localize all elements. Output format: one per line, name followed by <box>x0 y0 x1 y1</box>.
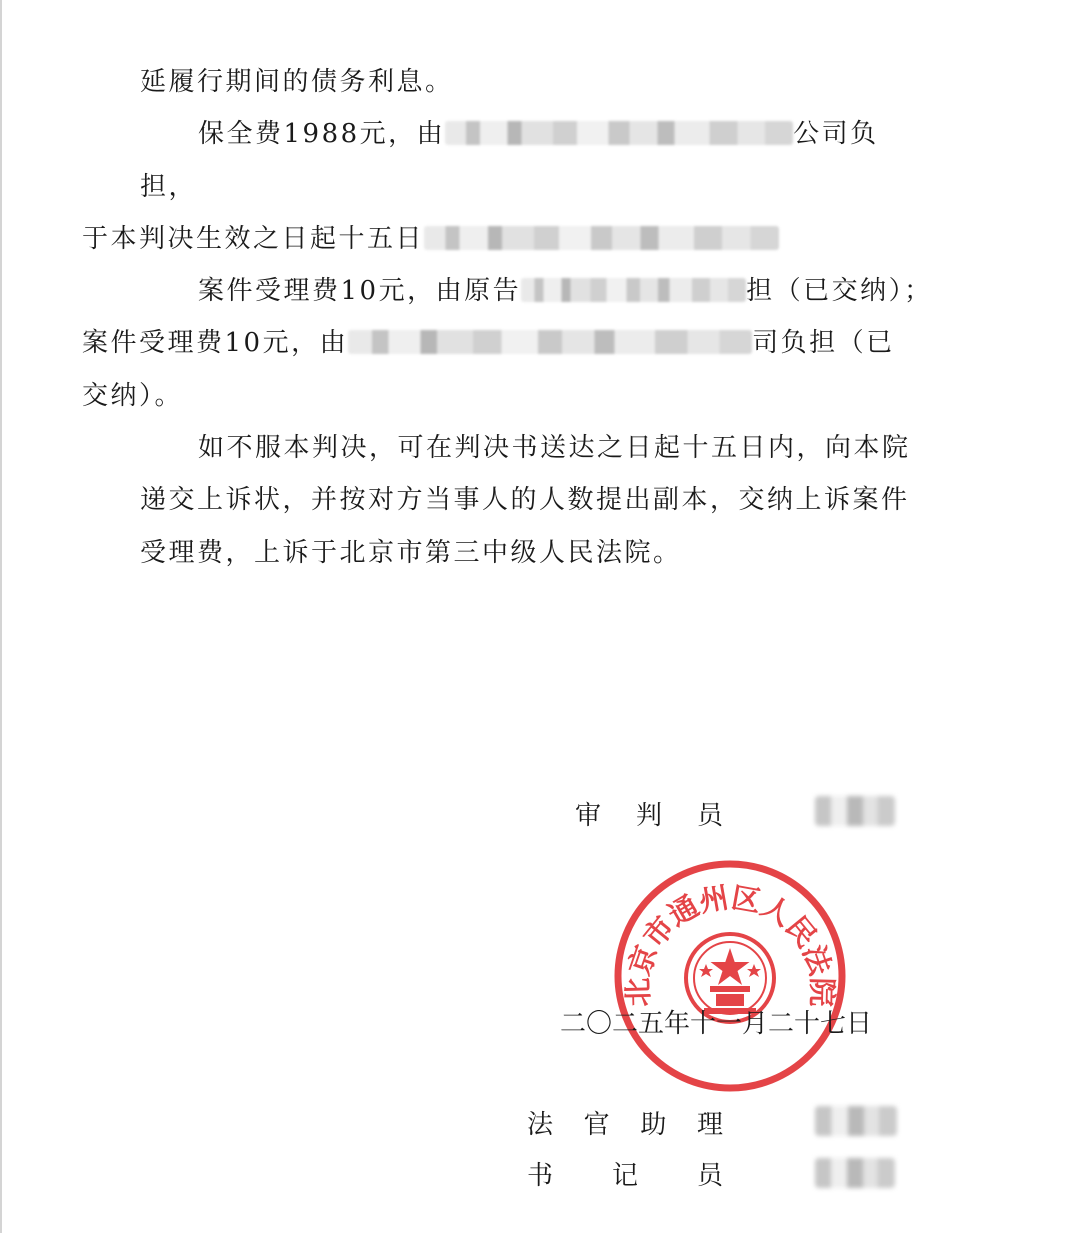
case-fee-burden-text: 司负担（已 <box>752 328 895 359</box>
clerk-label <box>527 1155 723 1192</box>
paragraph-case-fee <box>82 265 933 422</box>
redacted-judge-name <box>815 796 895 826</box>
case-fee-defendant-text: 案件受理费10元，由 <box>82 328 349 359</box>
paragraph-interest <box>140 56 933 108</box>
redacted-defendant-name <box>348 330 752 354</box>
paragraph-preservation-fee <box>82 108 933 265</box>
judge-assistant-label <box>527 1104 723 1141</box>
case-fee-plaintiff-text: 案件受理费10元，由原告 <box>198 276 522 307</box>
seal-text: 北京市通州区人民法院 <box>620 880 840 1008</box>
redacted-plaintiff-name <box>521 278 746 302</box>
redacted-party-name <box>445 121 793 145</box>
redacted-clerk-name <box>815 1158 895 1188</box>
judgment-body <box>82 56 933 579</box>
case-fee-paid-text: 担（已交纳）； <box>746 276 933 307</box>
judgment-date <box>560 1003 872 1040</box>
court-seal <box>612 858 848 1094</box>
court-seal-graphic <box>612 858 848 1094</box>
judge-label <box>575 795 723 832</box>
redacted-assistant-name <box>815 1106 897 1136</box>
redacted-text <box>424 226 779 250</box>
paragraph-interest-text: 延履行期间的债务利息。 <box>140 67 454 97</box>
page-left-border <box>0 0 2 1233</box>
case-fee-paid-tail: 交纳）。 <box>82 380 184 411</box>
preservation-fee-text: 保全费1988元，由 <box>198 119 446 150</box>
judgment-date-text: 二〇二五年十一月二十七日 <box>560 1009 873 1039</box>
preservation-fee-deadline-text: 于本判决生效之日起十五日 <box>82 223 425 254</box>
preservation-fee-burden-text: 公司负担， <box>140 119 879 202</box>
judge-label-text: 审 判 员 <box>575 801 723 831</box>
clerk-label-text: 书 记 员 <box>527 1161 723 1191</box>
paragraph-appeal: 如不服本判决，可在判决书送达之日起十五日内，向本院递交上诉状，并按对方当事人的人数提出副本，交纳上诉案件受理费，上诉于北京市第三中级人民法院。 <box>140 433 911 568</box>
judge-assistant-label-text: 法 官 助 理 <box>527 1110 723 1140</box>
